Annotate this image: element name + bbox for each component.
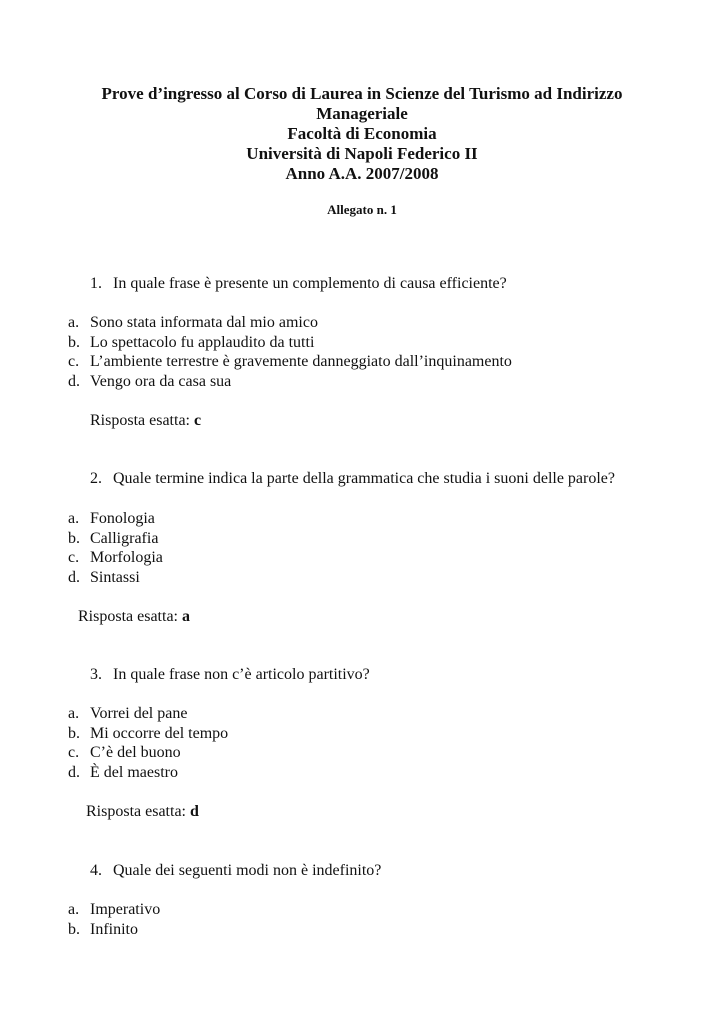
answer-line	[78, 607, 190, 627]
answer-line	[90, 411, 201, 431]
header-university: Università di Napoli Federico II	[246, 144, 478, 163]
option-letter: b.	[68, 333, 80, 351]
option-letter: a.	[68, 314, 80, 331]
option-letter: b.	[68, 724, 80, 742]
option-a	[68, 900, 160, 920]
option-letter: a.	[68, 901, 80, 918]
question-prompt: In quale frase non c’è articolo partitivo?	[113, 666, 370, 683]
answer-label: Risposta esatta:	[90, 412, 194, 429]
option-letter: b.	[68, 920, 80, 938]
option-letter: a.	[68, 510, 80, 527]
option-text: Infinito	[90, 920, 138, 938]
option-text: Sono stata informata dal mio amico	[90, 314, 318, 331]
option-b	[68, 920, 160, 940]
answer-value: c	[193, 412, 202, 429]
option-letter: d.	[68, 763, 80, 781]
option-text: Imperativo	[90, 901, 161, 918]
question-prompt: In quale frase è presente un complemento di causa efficiente?	[113, 275, 507, 292]
option-b	[68, 333, 512, 353]
option-text: Calligrafia	[90, 529, 159, 547]
option-letter: d.	[68, 568, 80, 586]
answer-value: d	[189, 803, 199, 820]
question-number: 3.	[90, 666, 102, 683]
option-text: C’è del buono	[90, 744, 181, 761]
option-b	[68, 529, 163, 549]
allegato-label: Allegato n. 1	[327, 202, 397, 217]
header-title-line-2: Manageriale	[316, 104, 408, 123]
option-text: L’ambiente terrestre è gravemente danneggiato dall’inquinamento	[90, 353, 512, 370]
question-prompt: Quale termine indica la parte della grammatica che studia i suoni delle parole?	[113, 470, 616, 487]
option-letter: a.	[68, 705, 80, 722]
option-a	[68, 313, 512, 333]
question-text	[90, 861, 381, 881]
header-academic-year: Anno A.A. 2007/2008	[285, 164, 439, 183]
option-list	[68, 313, 512, 391]
question-text	[90, 665, 370, 685]
option-letter: c.	[68, 549, 80, 566]
option-list	[68, 509, 163, 587]
option-letter: d.	[68, 372, 80, 390]
header-title-line-1: Prove d’ingresso al Corso di Laurea in Scienze del Turismo ad Indirizzo	[101, 84, 623, 103]
document-header	[0, 84, 724, 184]
option-text: Lo spettacolo fu applaudito da tutti	[90, 333, 315, 351]
answer-value: a	[181, 608, 190, 625]
option-letter: b.	[68, 529, 80, 547]
option-d	[68, 763, 228, 783]
option-letter: c.	[68, 353, 80, 370]
option-a	[68, 704, 228, 724]
option-text: Sintassi	[90, 568, 140, 586]
question-text	[90, 274, 507, 294]
answer-line	[86, 802, 199, 822]
option-text: Fonologia	[90, 510, 155, 527]
option-letter: c.	[68, 744, 80, 761]
option-text: Vengo ora da casa sua	[90, 372, 232, 390]
option-c	[68, 548, 163, 568]
option-list	[68, 704, 228, 782]
option-text: È del maestro	[90, 763, 178, 781]
question-prompt: Quale dei seguenti modi non è indefinito?	[113, 862, 382, 879]
option-c	[68, 743, 228, 763]
option-d	[68, 372, 512, 392]
question-number: 4.	[90, 862, 102, 879]
option-a	[68, 509, 163, 529]
question-number: 1.	[90, 275, 102, 292]
question-number: 2.	[90, 470, 102, 487]
option-c	[68, 352, 512, 372]
option-text: Vorrei del pane	[90, 705, 188, 722]
option-b	[68, 724, 228, 744]
option-text: Mi occorre del tempo	[90, 724, 229, 742]
question-text	[90, 469, 615, 489]
option-text: Morfologia	[90, 549, 163, 566]
header-faculty: Facoltà di Economia	[287, 124, 437, 143]
answer-label: Risposta esatta:	[78, 608, 182, 625]
answer-label: Risposta esatta:	[86, 803, 190, 820]
option-list	[68, 900, 160, 939]
option-d	[68, 568, 163, 588]
